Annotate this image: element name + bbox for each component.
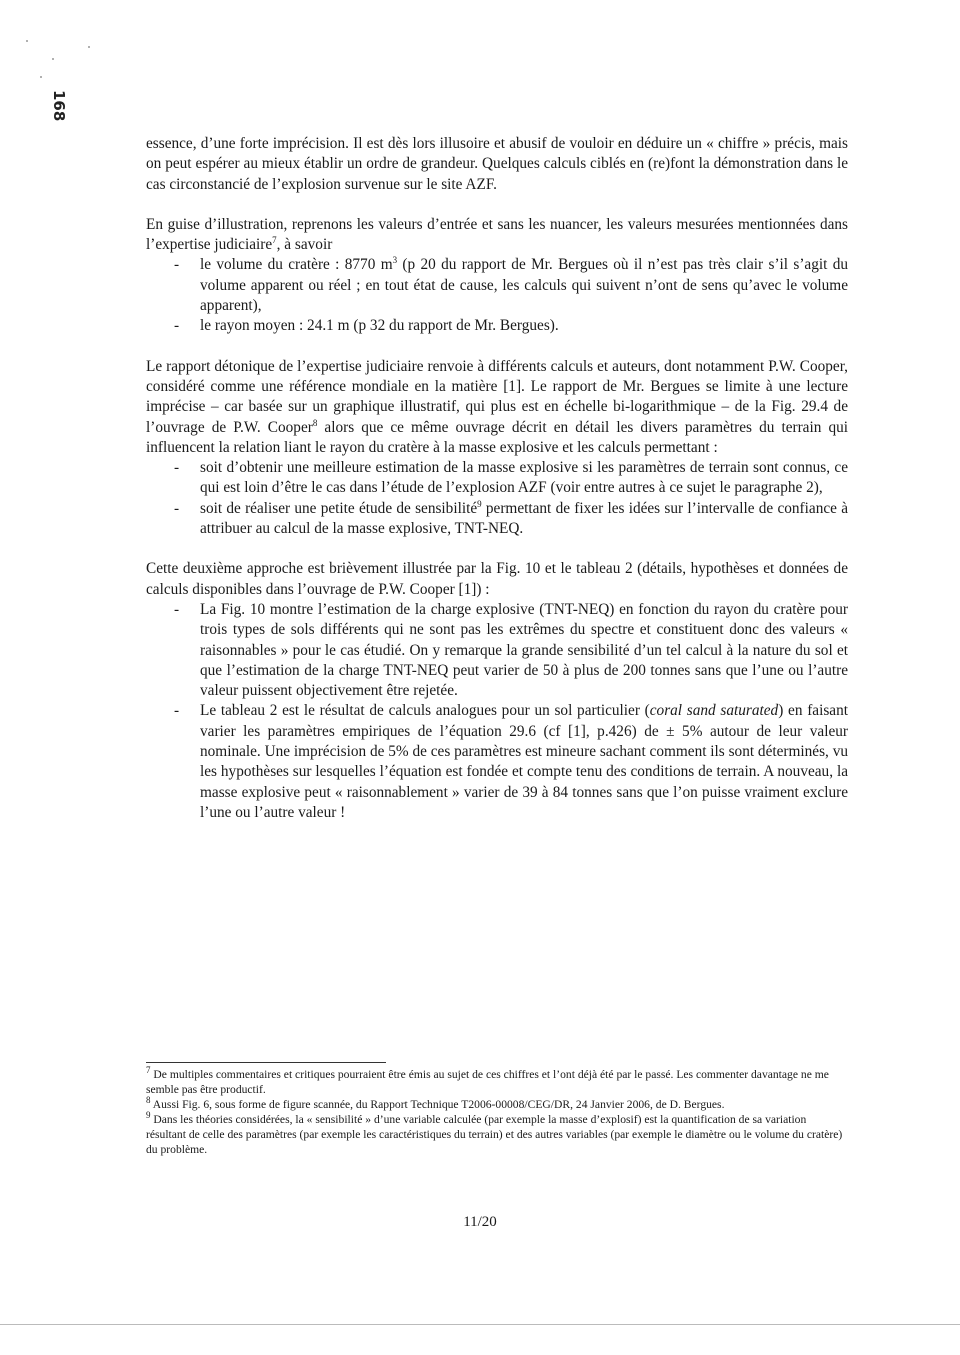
bullet-dash: - <box>174 256 180 274</box>
paragraph-text: , à savoir <box>276 236 333 254</box>
footnote-text: De multiples commentaires et critiques pourraient être émis au sujet de ces chiffres et l’ont déjà été par le passé. Les commenter davantage ne me semble pas être productif. <box>146 1068 829 1096</box>
list-item-text: (p 20 du rapport de Mr. Bergues où il n’est pas très clair s’il s’agit du volume apparent ou réel ; en tout état de cause, les calculs qui suivent n’ont de sens qu’avec le volume apparent), <box>200 256 848 315</box>
paragraph-text: En guise d’illustration, reprenons les valeurs d’entrée et sans les nuancer, les valeurs mesurées mentionnées dans l’expertise judiciaire <box>146 215 848 254</box>
bullet-list <box>146 600 848 823</box>
list-item <box>146 316 848 336</box>
superscript: 3 <box>392 255 398 266</box>
bullet-list <box>146 255 848 336</box>
footnotes <box>146 1062 846 1157</box>
list-item-text: soit de réaliser une petite étude de sensibilité <box>200 499 478 517</box>
paragraph <box>146 215 848 256</box>
scan-speck <box>88 46 90 48</box>
footnote-text: Dans les théories considérées, la « sensibilité » d’une variable calculée (par exemple la masse d’explosif) est la quantification de sa variation résultant de celle des paramètres (par exemple les caractéristiques du terrain) et des autres variables (par exemple le diamètre ou le volume du cratère) du problème. <box>146 1113 843 1156</box>
list-item-text: Le tableau 2 est le résultat de calculs analogues pour un sol particulier ( <box>200 702 650 720</box>
list-item <box>146 600 848 701</box>
scan-speck <box>52 58 54 60</box>
page-edge-line <box>0 1324 960 1325</box>
footnote-number: 9 <box>146 1110 151 1121</box>
bullet-dash: - <box>174 702 180 720</box>
page-number: 11/20 <box>463 1214 497 1230</box>
list-item <box>146 255 848 316</box>
footnote-7 <box>146 1067 846 1097</box>
list-item-text: soit d’obtenir une meilleure estimation de la masse explosive si les paramètres de terrain sont connus, ce qui est loin d’être le cas dans l’étude de l’explosion AZF (voir entre autres à ce sujet le paragraphe 2), <box>200 459 848 497</box>
footnote-ref: 7 <box>272 235 277 246</box>
list-item-text: ) en faisant varier les paramètres empiriques de l’équation 29.6 (cf [1], p.426) de ± 5% autour de leur valeur nominale. Une imprécision de 5% de ces paramètres est mineure sachant comment ils sont déterminés, vu les hypothèses sur lesquelles l’équation est fondée et compte tenu des conditions de terrain. A nouveau, la masse explosive peut « raisonnablement » varier de 39 à 84 tonnes sans que l’on puisse vraiment exclure l’une ou l’autre valeur ! <box>200 702 848 821</box>
footnote-9 <box>146 1112 846 1157</box>
list-item <box>146 701 848 823</box>
paragraph: essence, d’une forte imprécision. Il est dès lors illusoire et abusif de vouloir en déduire un « chiffre » précis, mais on peut espérer au mieux établir un ordre de grandeur. Quelques calculs ciblés en (re)font la démonstration dans le cas circonstancié de l’explosion survenue sur le site AZF. <box>146 135 848 193</box>
list-item-text: le rayon moyen : 24.1 m (p 32 du rapport de Mr. Bergues). <box>200 317 559 335</box>
body-text <box>146 134 848 843</box>
footnote-number: 8 <box>146 1095 151 1106</box>
paragraph-text: Le rapport détonique de l’expertise judiciaire renvoie à différents calculs et auteurs, dont notamment P.W. Cooper, considéré comme une référence mondiale en la matière [1]. Le rapport de Mr. Bergues se limite à une lecture imprécise – car basée sur un graphique illustratif, qui plus est en échelle bi-logarithmique – de la Fig. 29.4 de l’ouvrage de P.W. Cooper <box>146 357 848 436</box>
paragraph: Cette deuxième approche est brièvement illustrée par la Fig. 10 et le tableau 2 (détails, hypothèses et données de calculs disponibles dans l’ouvrage de P.W. Cooper [1]) : <box>146 560 848 598</box>
paragraph-text: alors que ce même ouvrage décrit en détail les divers paramètres du terrain qui influencent la relation liant le rayon du cratère à la masse explosive et les calculs permettant : <box>146 418 848 456</box>
list-item-text: permettant de fixer les idées sur l’intervalle de confiance à attribuer au calcul de la masse explosive, TNT-NEQ. <box>200 499 848 538</box>
scan-speck <box>26 40 28 42</box>
italic-term: coral sand saturated <box>649 702 779 720</box>
bullet-dash: - <box>174 499 180 517</box>
bullet-dash: - <box>174 459 180 477</box>
list-item <box>146 458 848 499</box>
list-item <box>146 499 848 540</box>
footnote-divider <box>146 1062 386 1063</box>
bullet-dash: - <box>174 600 180 618</box>
bullet-dash: - <box>174 317 180 335</box>
bullet-list <box>146 458 848 539</box>
scan-page-stamp: 168 <box>50 90 68 122</box>
footnote-number: 7 <box>146 1065 151 1076</box>
footnote-ref: 9 <box>477 498 482 509</box>
footnote-8 <box>146 1097 846 1112</box>
list-item-text: le volume du cratère : 8770 m <box>200 256 393 274</box>
footnote-text: Aussi Fig. 6, sous forme de figure scannée, du Rapport Technique T2006-00008/CEG/DR, 24 Janvier 2006, de D. Bergues. <box>150 1098 725 1111</box>
paragraph <box>146 357 848 458</box>
scan-speck <box>40 76 42 78</box>
list-item-text: La Fig. 10 montre l’estimation de la charge explosive (TNT-NEQ) en fonction du rayon du cratère pour trois types de sols différents qui ne sont pas les extrêmes du spectre et constituent donc des valeurs « raisonnables » pour le cas étudié. On y remarque la grande sensibilité d’un tel calcul à la nature du sol et que l’estimation de la charge TNT-NEQ peut varier de 50 à plus de 200 tonnes sans que l’une ou l’autre valeur puissent objectivement être rejetée. <box>200 600 848 700</box>
footnote-ref: 8 <box>312 417 318 428</box>
